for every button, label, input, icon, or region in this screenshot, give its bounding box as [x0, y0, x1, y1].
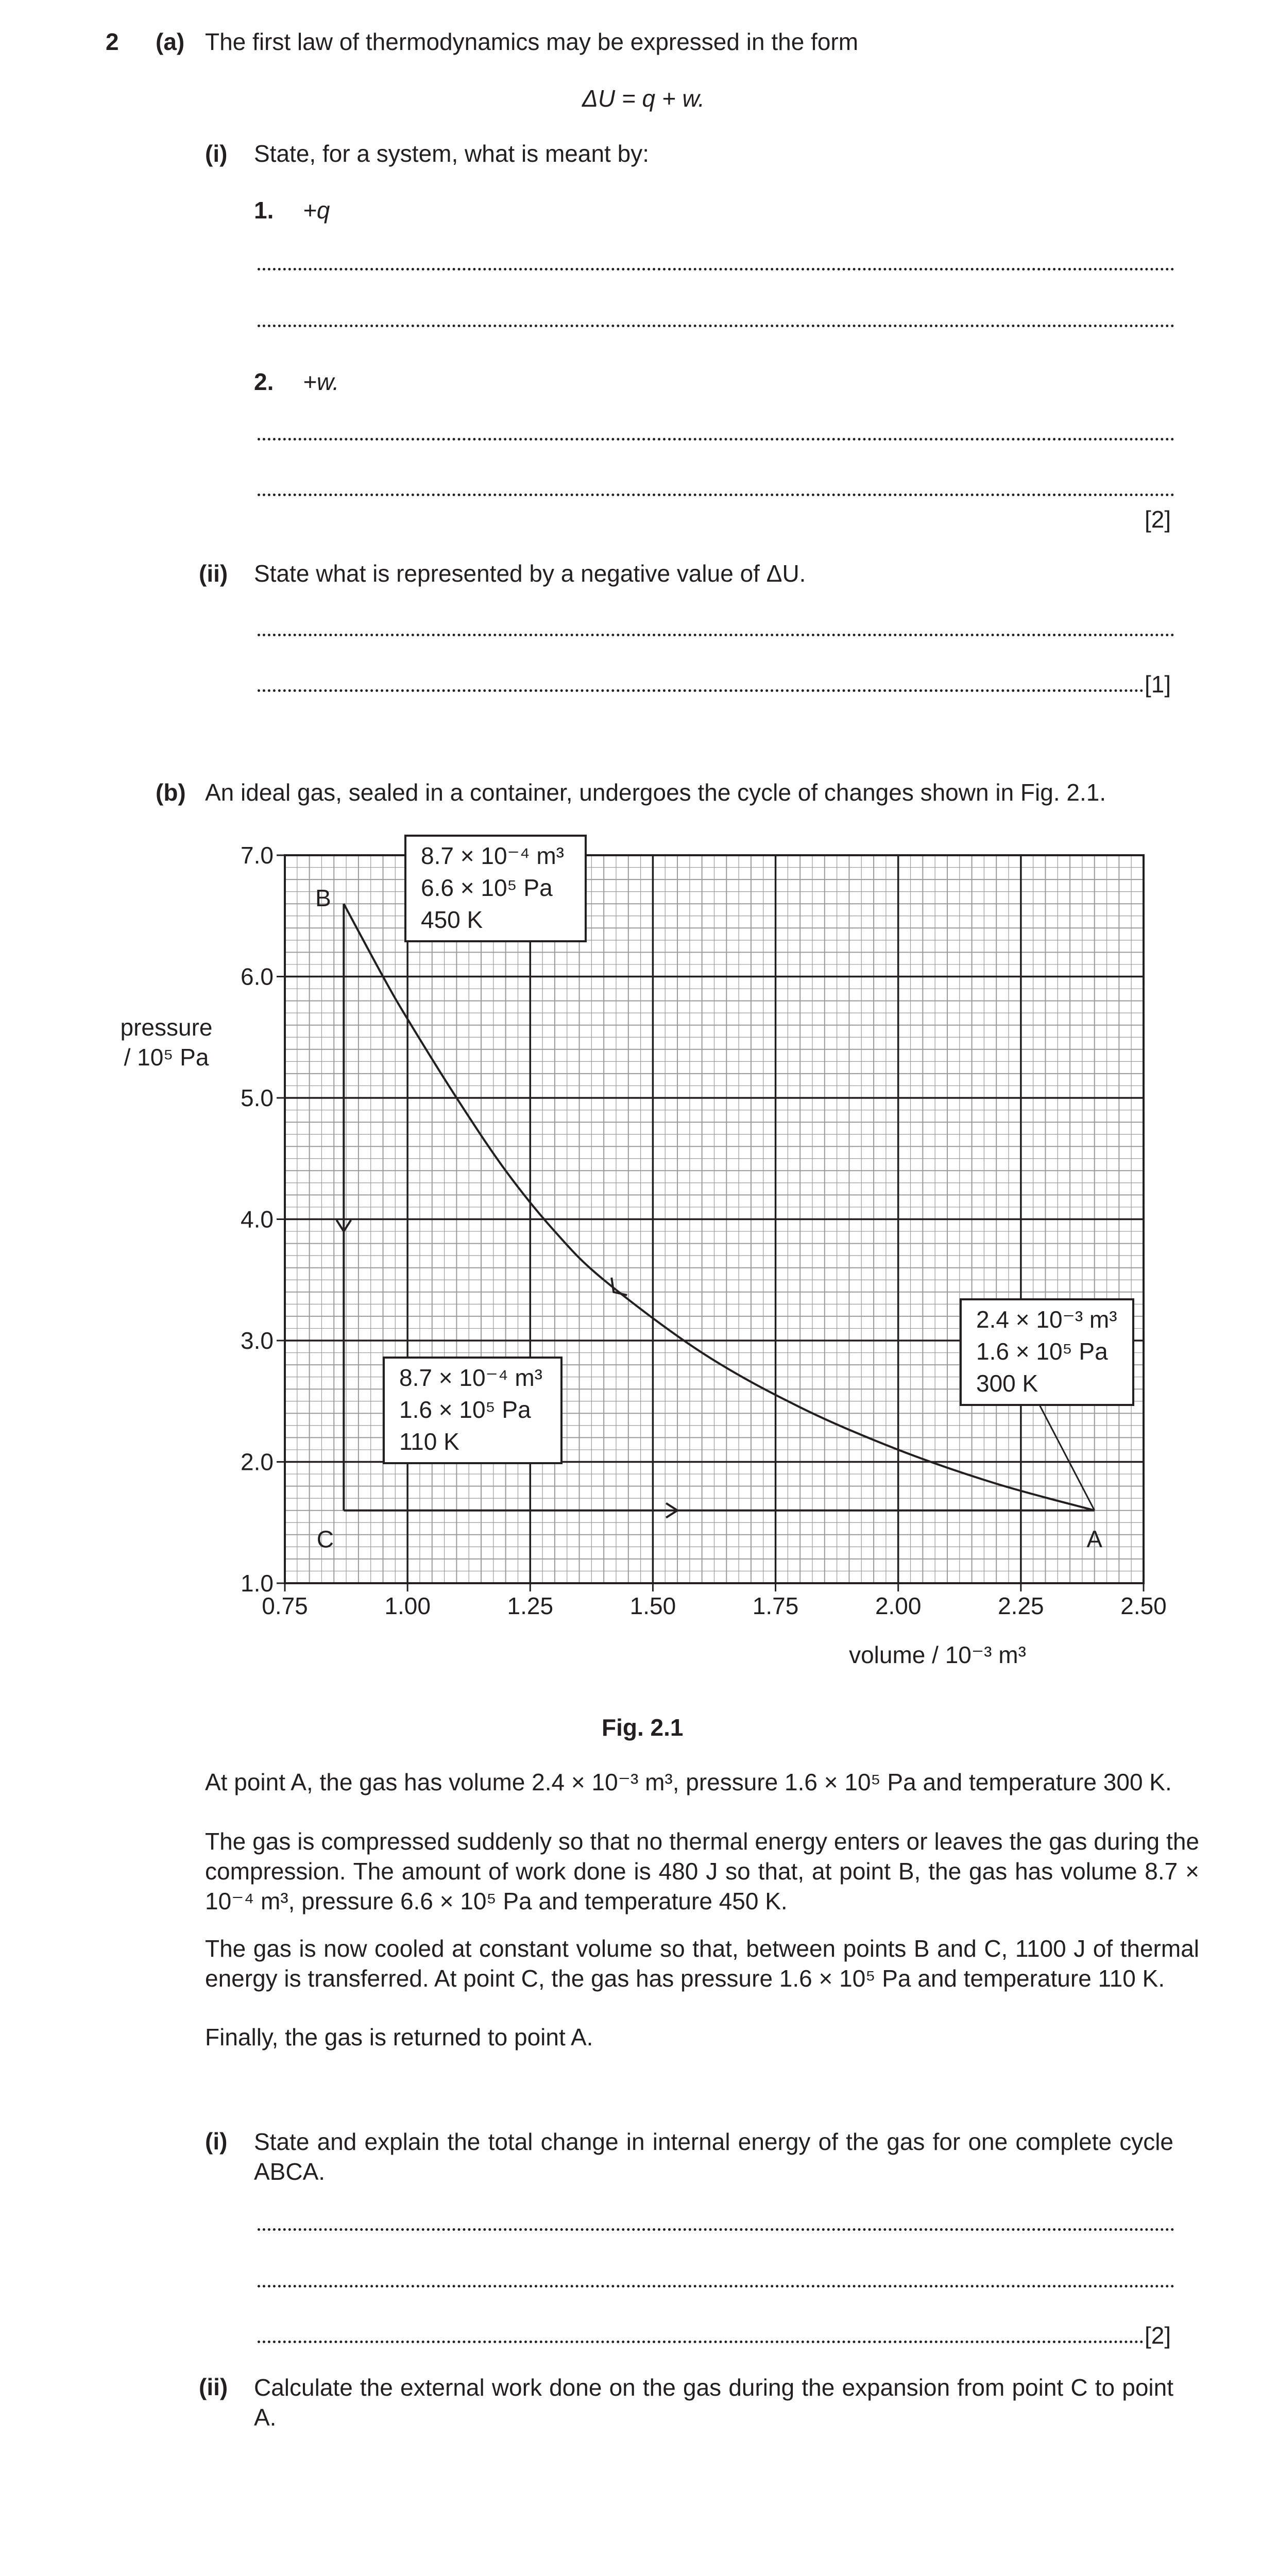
y-tick-labels: [241, 842, 285, 1597]
annotation-c-text: 1.6 × 10⁵ Pa: [399, 1396, 531, 1423]
part-b-intro: An ideal gas, sealed in a container, undergoes the cycle of changes shown in Fig. 2.1.: [205, 779, 1106, 806]
x-tick-label: 1.25: [507, 1592, 554, 1619]
annotation-c-text: 8.7 × 10⁻⁴ m³: [399, 1364, 542, 1391]
annotation-b-text: 8.7 × 10⁻⁴ m³: [421, 842, 564, 869]
marks-a-ii: [1]: [1145, 671, 1171, 698]
part-b-i-text: State and explain the total change in internal energy of the gas for one complete cycle ABCA.: [254, 2128, 1173, 2185]
para-point-a: At point A, the gas has volume 2.4 × 10⁻³ m³, pressure 1.6 × 10⁵ Pa and temperature 300 K.: [205, 1769, 1172, 1795]
marks-b-i: [2]: [1145, 2322, 1171, 2349]
pv-diagram: [0, 824, 1278, 1726]
annotation-a-text: 300 K: [976, 1370, 1038, 1397]
y-axis-label: pressure: [120, 1014, 213, 1041]
y-axis-label-unit: / 10⁵ Pa: [124, 1044, 209, 1071]
answer-line[interactable]: [258, 634, 1174, 636]
part-b-ii-label: (ii): [199, 2374, 228, 2400]
annotation-a-text: 2.4 × 10⁻³ m³: [976, 1306, 1117, 1333]
part-a-intro: The first law of thermodynamics may be expressed in the form: [205, 28, 859, 55]
para-return: Finally, the gas is returned to point A.: [205, 2024, 593, 2050]
para-compression: The gas is compressed suddenly so that no thermal energy enters or leaves the gas during the compression. The amount of work done is 480 J so that, at point B, the gas has volume 8.7 × 10⁻⁴ m³, pressure 6.6 × 10⁵ Pa and temperature 450 K.: [205, 1828, 1199, 1914]
part-a-i-label: (i): [205, 140, 228, 167]
y-tick-label: 7.0: [241, 842, 274, 869]
answer-line[interactable]: [258, 2228, 1174, 2231]
annotation-b-text: 6.6 × 10⁵ Pa: [421, 874, 553, 901]
x-tick-label: 1.00: [384, 1592, 431, 1619]
answer-line[interactable]: [258, 438, 1174, 440]
x-tick-label: 0.75: [262, 1592, 308, 1619]
x-tick-label: 1.75: [752, 1592, 799, 1619]
y-tick-label: 5.0: [241, 1084, 274, 1111]
x-tick-label: 1.50: [629, 1592, 676, 1619]
point-label-b: B: [315, 885, 331, 912]
y-tick-label: 1.0: [241, 1570, 274, 1597]
part-a-label: (a): [156, 28, 185, 55]
para-cooling: The gas is now cooled at constant volume so that, between points B and C, 1100 J of thermal energy is transferred. At point C, the gas has pressure 1.6 × 10⁵ Pa and temperature 110 K.: [205, 1935, 1199, 1992]
fig-2-1-caption: Fig. 2.1: [602, 1714, 684, 1741]
answer-line[interactable]: [258, 2341, 1144, 2343]
question-number: 2: [106, 28, 119, 55]
part-a-i-item1-symbol: +q: [303, 197, 330, 224]
answer-line[interactable]: [258, 2285, 1174, 2287]
answer-line[interactable]: [258, 268, 1174, 270]
y-tick-label: 6.0: [241, 963, 274, 990]
part-a-ii-text: State what is represented by a negative value of ΔU.: [254, 560, 806, 587]
x-tick-labels: [262, 1583, 1167, 1619]
annotation-c-text: 110 K: [399, 1428, 459, 1455]
annotation-a-text: 1.6 × 10⁵ Pa: [976, 1338, 1108, 1365]
point-label-c: C: [316, 1526, 334, 1553]
part-a-i-item2-num: 2.: [254, 368, 274, 395]
answer-line[interactable]: [258, 494, 1174, 496]
part-a-ii-label: (ii): [199, 560, 228, 587]
part-a-i-text: State, for a system, what is meant by:: [254, 140, 649, 167]
y-tick-label: 4.0: [241, 1206, 274, 1233]
x-tick-label: 2.50: [1120, 1592, 1167, 1619]
y-tick-label: 3.0: [241, 1327, 274, 1354]
x-tick-label: 2.00: [875, 1592, 922, 1619]
x-axis-label: volume / 10⁻³ m³: [849, 1641, 1026, 1668]
part-a-i-item1-num: 1.: [254, 197, 274, 224]
part-b-i-label: (i): [205, 2128, 228, 2155]
answer-line[interactable]: [258, 325, 1174, 327]
answer-line[interactable]: [258, 689, 1144, 692]
point-label-a: A: [1086, 1526, 1103, 1553]
part-b-ii-text: Calculate the external work done on the gas during the expansion from point C to point A.: [254, 2374, 1173, 2431]
first-law-equation: ΔU = q + w.: [582, 85, 705, 112]
y-tick-label: 2.0: [241, 1448, 274, 1476]
part-b-label: (b): [156, 779, 186, 806]
x-tick-label: 2.25: [998, 1592, 1044, 1619]
annotation-b-text: 450 K: [421, 906, 483, 933]
annotation-a-leader: [1040, 1405, 1095, 1511]
part-a-i-item2-symbol: +w.: [303, 368, 339, 395]
marks-a-i: [2]: [1145, 506, 1171, 533]
